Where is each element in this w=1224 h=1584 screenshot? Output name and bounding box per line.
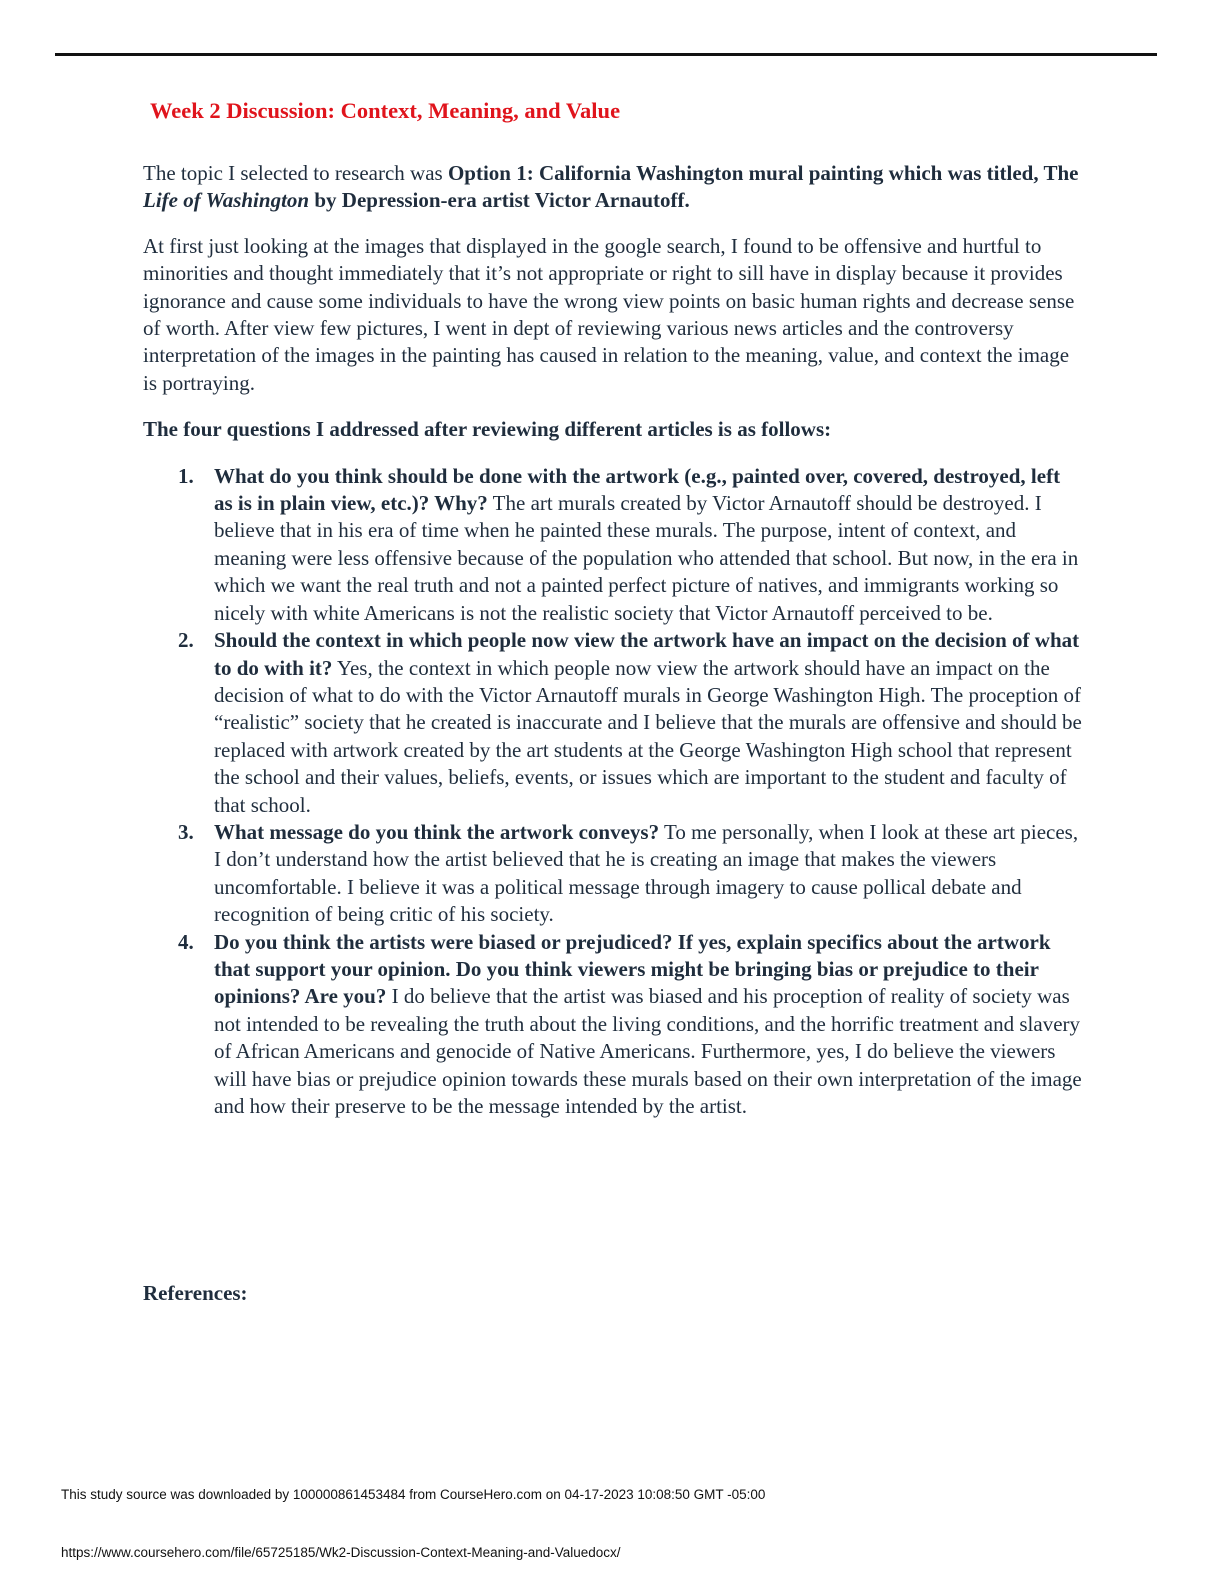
question-text: What do you think should be done with the artwork (e.g., painted over, covered, destroyed, left as is in plain view, etc.)? Why? [214, 463, 1061, 516]
source-url-link[interactable]: https://www.coursehero.com/file/65725185/Wk2-Discussion-Context-Meaning-and-Valuedocx/ [61, 1545, 621, 1560]
references-heading: References: [143, 1281, 248, 1305]
answer-text: To me personally, when I look at these art pieces, I don’t understand how the artist believed that he is creating an image that makes the viewers uncomfortable. I believe it was a political message through imagery to cause pollical debate and recognition of being critic of his society. [214, 819, 1079, 927]
first-impression-paragraph: At first just looking at the images that displayed in the google search, I found to be offensive and hurtful to minorities and thought immediately that it’s not appropriate or right to sill have in display because it provides ignorance and cause some individuals to have the wrong view points on basic human rights and decrease sense of worth. After view few pictures, I went in dept of reviewing various news articles and the controversy interpretation of the images in the painting has caused in relation to the meaning, value, and context the image is portraying. [143, 233, 1075, 395]
question-item-3 [143, 819, 1083, 929]
question-number: 2. [178, 628, 194, 653]
question-item-2 [143, 627, 1083, 819]
question-number: 3. [178, 819, 194, 844]
intro-topic-part1: Option 1: California Washington mural painting which was titled, The [447, 161, 1079, 185]
document-body [143, 160, 1083, 1120]
question-item-4 [143, 929, 1083, 1121]
question-item-1 [143, 463, 1083, 627]
intro-lead: The topic I selected to research was [143, 161, 448, 185]
intro-paragraph [143, 160, 1083, 215]
intro-topic-part2: by Depression-era artist Victor Arnautoff. [309, 188, 690, 213]
answer-text: Yes, the context in which people now view the artwork should have an impact on the decision of what to do with the Victor Arnautoff murals in George Washington High. The proception of “realistic” society that he created is inaccurate and I believe that the murals are offensive and should be replaced with artwork created by the art students at the George Washington High school that represent the school and their values, beliefs, events, or issues which are important to the student and faculty of that school. [214, 655, 1082, 817]
download-source-note: This study source was downloaded by 100000861453484 from CourseHero.com on 04-17-2023 10:08:50 GMT -05:00 [61, 1487, 766, 1502]
answer-text: The art murals created by Victor Arnautoff should be destroyed. I believe that in his era of time when he painted these murals. The purpose, intent of context, and meaning were less offensive because of the population who attended that school. But now, in the era in which we want the real truth and not a painted perfect picture of natives, and immigrants working so nicely with white Americans is not the realistic society that Victor Arnautoff perceived to be. [214, 491, 1079, 625]
answer-text: I do believe that the artist was biased and his proception of reality of society was not intended to be revealing the truth about the living conditions, and the horrific treatment and slavery of African Americans and genocide of Native Americans. Furthermore, yes, I do believe the viewers will have bias or prejudice opinion towards these murals based on their own interpretation of the image and how their preserve to be the message intended by the artist. [214, 984, 1082, 1118]
question-text: Do you think the artists were biased or prejudiced? If yes, explain specifics about the artwork that support your opinion. Do you think viewers might be bringing bias or prejudice to their opinions? Are you? [214, 929, 1051, 1009]
question-number: 1. [178, 463, 194, 488]
question-number: 4. [178, 929, 194, 954]
document-title: Week 2 Discussion: Context, Meaning, and Value [150, 98, 621, 123]
header-rule [55, 53, 1157, 56]
question-text: What message do you think the artwork conveys? [214, 819, 660, 844]
question-text: Should the context in which people now view the artwork have an impact on the decision of what to do with it? [214, 628, 1080, 680]
questions-heading: The four questions I addressed after reviewing different articles is as follows: [143, 417, 832, 442]
intro-artwork-title: Life of Washington [143, 188, 310, 213]
questions-list [143, 463, 1083, 1121]
